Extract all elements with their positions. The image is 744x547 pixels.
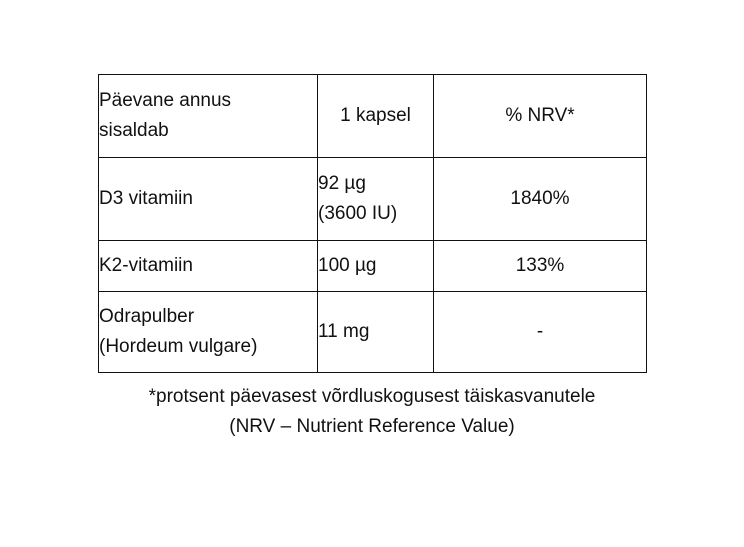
ingredient-name-cell: [99, 292, 318, 373]
header-nrv-cell: [434, 75, 647, 158]
ingredient-name: K2-vitamiin: [99, 255, 193, 276]
header-capsule-cell: [318, 75, 434, 158]
footnote-line-1: *protsent päevasest võrdluskogusest täiskasvanutele: [148, 386, 596, 407]
ingredient-amount: 100 µg: [318, 255, 377, 276]
table-row: [99, 292, 647, 373]
ingredient-nrv-cell: [434, 158, 647, 241]
ingredient-nrv: 1840%: [510, 188, 570, 209]
ingredient-amount-cell: [318, 158, 434, 241]
ingredient-nrv: -: [536, 321, 544, 342]
ingredient-nrv-cell: [434, 292, 647, 373]
ingredient-name-cell: [99, 158, 318, 241]
ingredient-amount-cell: [318, 241, 434, 292]
ingredient-amount: 11 mg: [318, 321, 370, 342]
header-nrv-label: % NRV*: [505, 105, 575, 126]
header-capsule-label: 1 kapsel: [340, 105, 411, 126]
header-daily-dose-cell: [99, 75, 318, 158]
footnote: [0, 382, 744, 442]
table-header-row: [99, 75, 647, 158]
ingredient-name: D3 vitamiin: [99, 188, 193, 209]
ingredient-name-cell: [99, 241, 318, 292]
ingredient-name: Odrapulber (Hordeum vulgare): [99, 306, 258, 357]
header-daily-dose-label: Päevane annus sisaldab: [99, 90, 232, 141]
table-row: [99, 241, 647, 292]
ingredient-amount: 92 µg (3600 IU): [318, 173, 398, 224]
nutrition-table: [98, 74, 647, 373]
ingredient-nrv-cell: [434, 241, 647, 292]
footnote-line-2: (NRV – Nutrient Reference Value): [229, 416, 515, 437]
ingredient-amount-cell: [318, 292, 434, 373]
table-row: [99, 158, 647, 241]
ingredient-nrv: 133%: [515, 255, 565, 276]
